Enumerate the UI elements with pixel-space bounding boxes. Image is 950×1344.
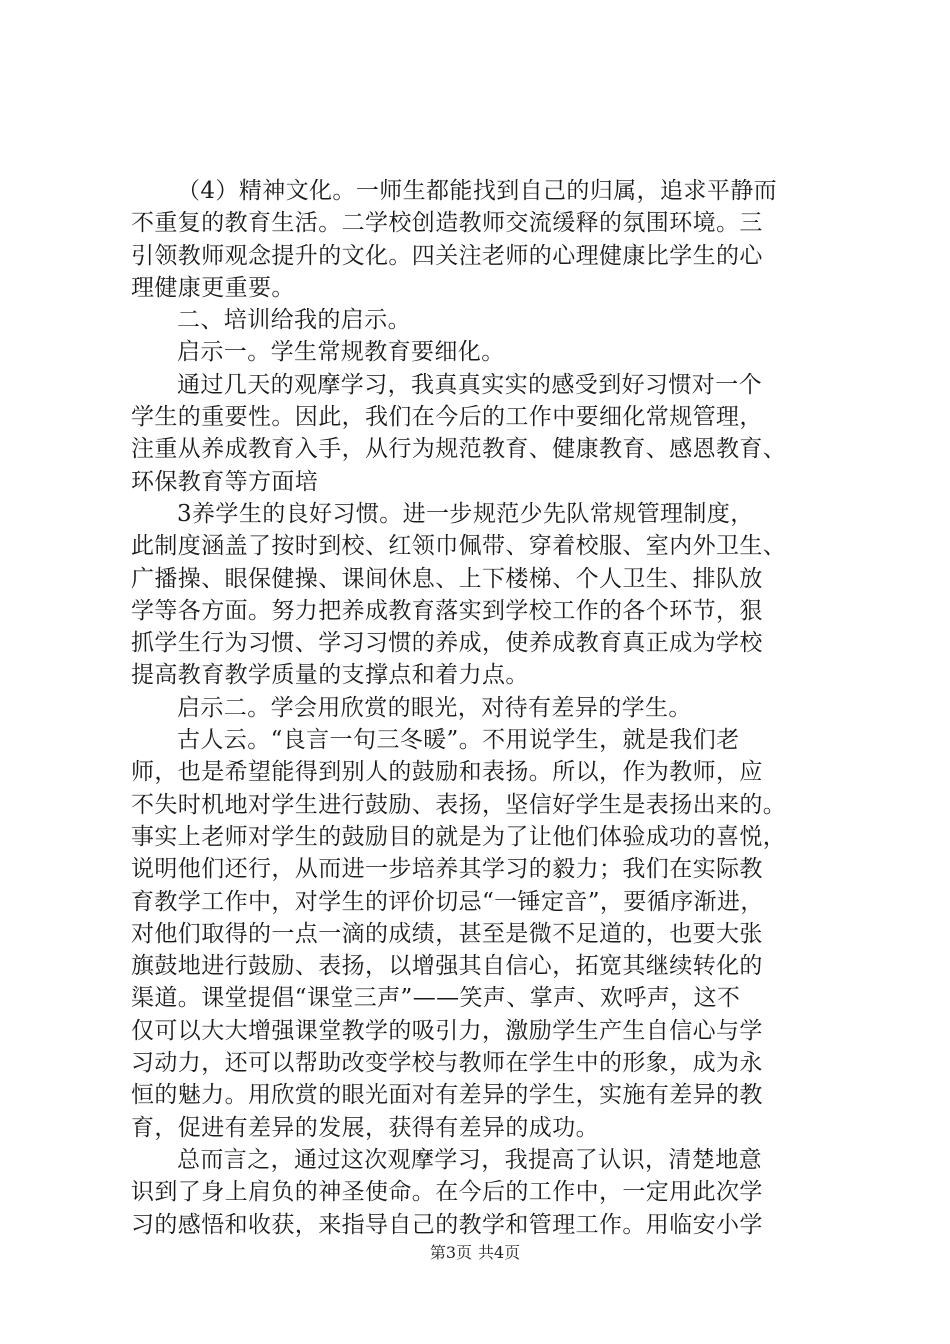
text-line: 恒的魅力。用欣赏的眼光面对有差异的学生，实施有差异的教 [131, 1082, 763, 1109]
text-line: 对他们取得的一点一滴的成绩，甚至是微不足道的，也要大张 [131, 920, 763, 947]
page-total: 共4页 [478, 1243, 521, 1262]
text-line: 古人云。“良言一句三冬暖”。不用说学生，就是我们老 [177, 727, 740, 754]
subheading: 启示一。学生常规教育要细化。 [177, 339, 505, 366]
text-line: 不重复的教育生活。二学校创造教师交流缓释的氛围环境。三 [131, 210, 763, 237]
text-line: 育，促进有差异的发展，获得有差异的成功。 [131, 1114, 599, 1141]
text-line: 抓学生行为习惯、学习习惯的养成，使养成教育真正成为学校 [131, 630, 763, 657]
text-line: 师，也是希望能得到别人的鼓励和表扬。所以，作为教师，应 [131, 759, 763, 786]
text-line: 环保教育等方面培 [131, 468, 319, 495]
text-line: 总而言之，通过这次观摩学习，我提高了认识，清楚地意 [177, 1146, 762, 1173]
text-line: 仅可以大大增强课堂教学的吸引力，激励学生产生自信心与学 [131, 1017, 763, 1044]
subheading: 启示二。学会用欣赏的眼光，对待有差异的学生。 [177, 694, 692, 721]
text-line: 习动力，还可以帮助改变学校与教师在学生中的形象，成为永 [131, 1050, 763, 1077]
text-line: 提高教育教学质量的支撑点和着力点。 [131, 662, 529, 689]
text-line: 旗鼓地进行鼓励、表扬，以增强其自信心，拓宽其继续转化的 [131, 953, 763, 980]
text-line: 广播操、眼保健操、课间休息、上下楼梯、个人卫生、排队放 [131, 565, 763, 592]
text-line: 学等各方面。努力把养成教育落实到学校工作的各个环节，狠 [131, 597, 763, 624]
text-line: 3养学生的良好习惯。进一步规范少先队常规管理制度， [177, 500, 754, 527]
text-line: 学生的重要性。因此，我们在今后的工作中要细化常规管理， [131, 404, 763, 431]
section-heading: 二、培训给我的启示。 [177, 307, 411, 334]
text-line: 习的感悟和收获，来指导自己的教学和管理工作。用临安小学 [131, 1211, 763, 1238]
text-line: 此制度涵盖了按时到校、红领巾佩带、穿着校服、室内外卫生、 [131, 533, 787, 560]
text-line: 通过几天的观摩学习，我真真实实的感受到好习惯对一个 [177, 371, 762, 398]
text-line: 事实上老师对学生的鼓励目的就是为了让他们体验成功的喜悦， [131, 823, 787, 850]
text-line: 识到了身上肩负的神圣使命。在今后的工作中，一定用此次学 [131, 1179, 763, 1206]
text-line: 渠道。课堂提倡“课堂三声”——笑声、掌声、欢呼声，这不 [131, 985, 741, 1012]
text-line: 理健康更重要。 [131, 274, 295, 301]
text-line: 不失时机地对学生进行鼓励、表扬，坚信好学生是表扬出来的。 [131, 791, 787, 818]
text-line: 引领教师观念提升的文化。四关注老师的心理健康比学生的心 [131, 242, 763, 269]
text-line: 育教学工作中，对学生的评价切忌“一锤定音”，要循序渐进， [131, 888, 764, 915]
text-line: （4）精神文化。一师生都能找到自己的归属，追求平静而 [177, 178, 778, 204]
text-line: 说明他们还行，从而进一步培养其学习的毅力；我们在实际教 [131, 856, 763, 883]
document-body [131, 175, 831, 1241]
text-line: 注重从养成教育入手，从行为规范教育、健康教育、感恩教育、 [131, 436, 787, 463]
page-footer [0, 1243, 950, 1263]
page-number: 第3页 [429, 1243, 472, 1262]
